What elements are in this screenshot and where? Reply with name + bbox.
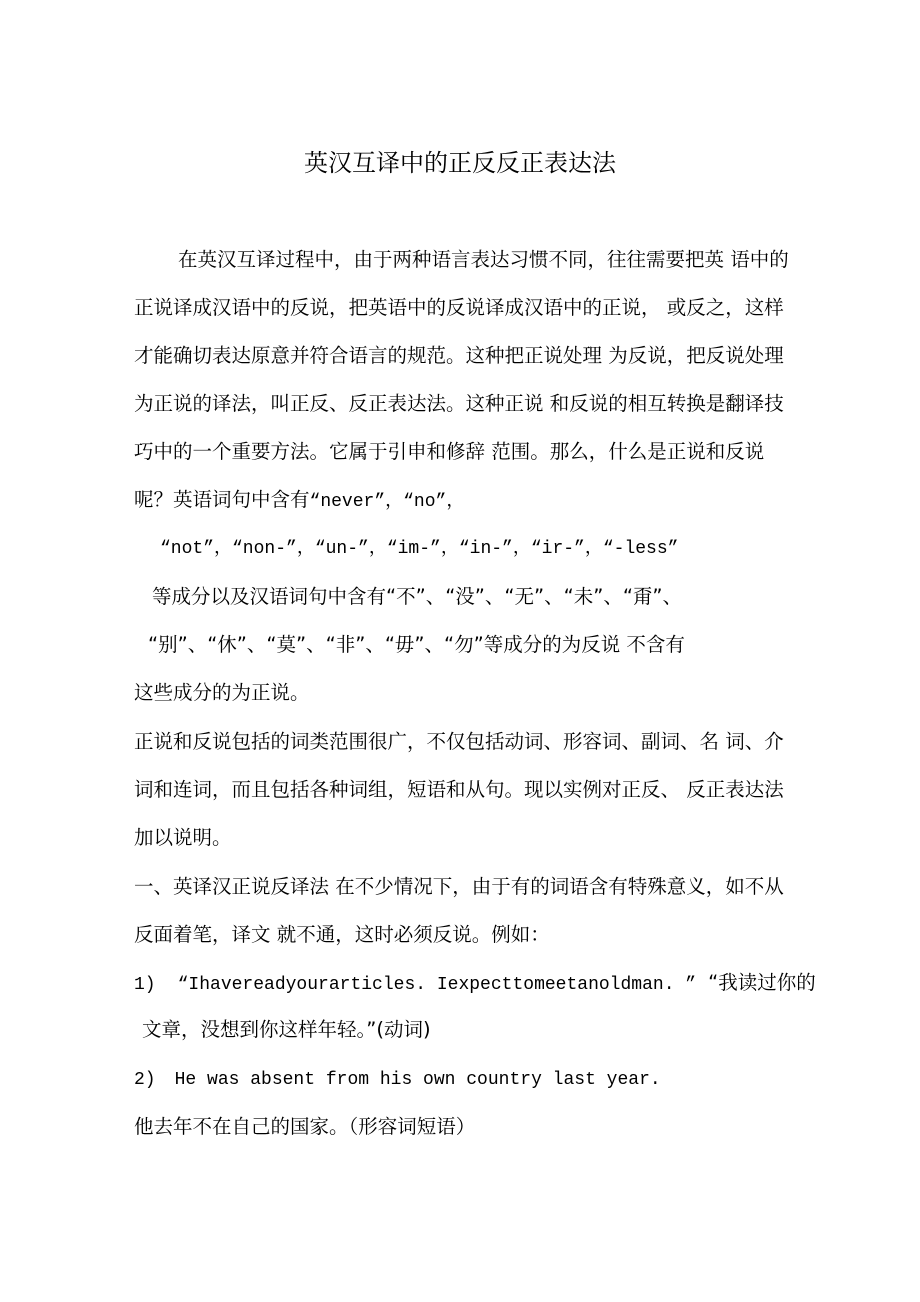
intro-line-6-markers: “never”，“no”， [309,492,465,512]
intro-line-1: 在英汉互译过程中，由于两种语言表达习惯不同，往往需要把英 语中的 [178,248,789,271]
intro-line-6-text: 呢？英语词句中含有 [134,488,310,511]
example-1 [134,969,816,999]
scope-line-1: 正说和反说包括的词类范围很广，不仅包括动词、形容词、副词、名 词、介 [134,730,784,753]
example-2-number: 2) [134,1070,156,1090]
intro-line-9: “别”、“休”、“莫”、“非”、“毋”、“勿”等成分的为反说 不含有 [148,633,685,656]
intro-line-3: 才能确切表达原意并符合语言的规范。这种把正说处理 为反说，把反说处理 [134,344,784,367]
section1-line-2: 反面着笔，译文 就不通，这时必须反说。例如： [134,923,550,946]
intro-line-4: 为正说的译法，叫正反、反正表达法。这种正说 和反说的相互转换是翻译技 [134,392,784,415]
scope-line-3: 加以说明。 [134,826,232,849]
example-2-chinese: 他去年不在自己的国家。（形容词短语） [134,1115,476,1138]
intro-line-2: 正说译成汉语中的反说，把英语中的反说译成汉语中的正说， 或反之，这样 [134,296,784,319]
intro-line-8: 等成分以及汉语词句中含有“不”、“没”、“无”、“未”、“甭”、 [152,585,683,608]
scope-line-2: 词和连词，而且包括各种词组，短语和从句。现以实例对正反、 反正表达法 [134,778,784,801]
intro-line-5: 巧中的一个重要方法。它属于引申和修辞 范围。那么，什么是正说和反说 [134,440,765,463]
intro-line-7: “not”，“non-”，“un-”，“im-”，“in-”，“ir-”，“-less” [160,539,679,559]
section1-line-1: 一、英译汉正说反译法 在不少情况下，由于有的词语含有特殊意义，如不从 [134,875,784,898]
intro-line-6 [134,486,464,516]
intro-line-10: 这些成分的为正说。 [134,681,310,704]
example-1-chinese-cont: 文章，没想到你这样年轻。”(动词) [142,1018,431,1041]
example-1-number: 1) [134,975,156,995]
example-1-english: “Ihavereadyourarticles. Iexpecttomeetanoldman. ” [177,975,697,995]
example-2 [134,1066,661,1094]
document-title: 英汉互译中的正反反正表达法 [304,149,616,177]
example-2-english: He was absent from his own country last year. [174,1070,661,1090]
example-1-chinese-start: “我读过你的 [708,971,816,994]
